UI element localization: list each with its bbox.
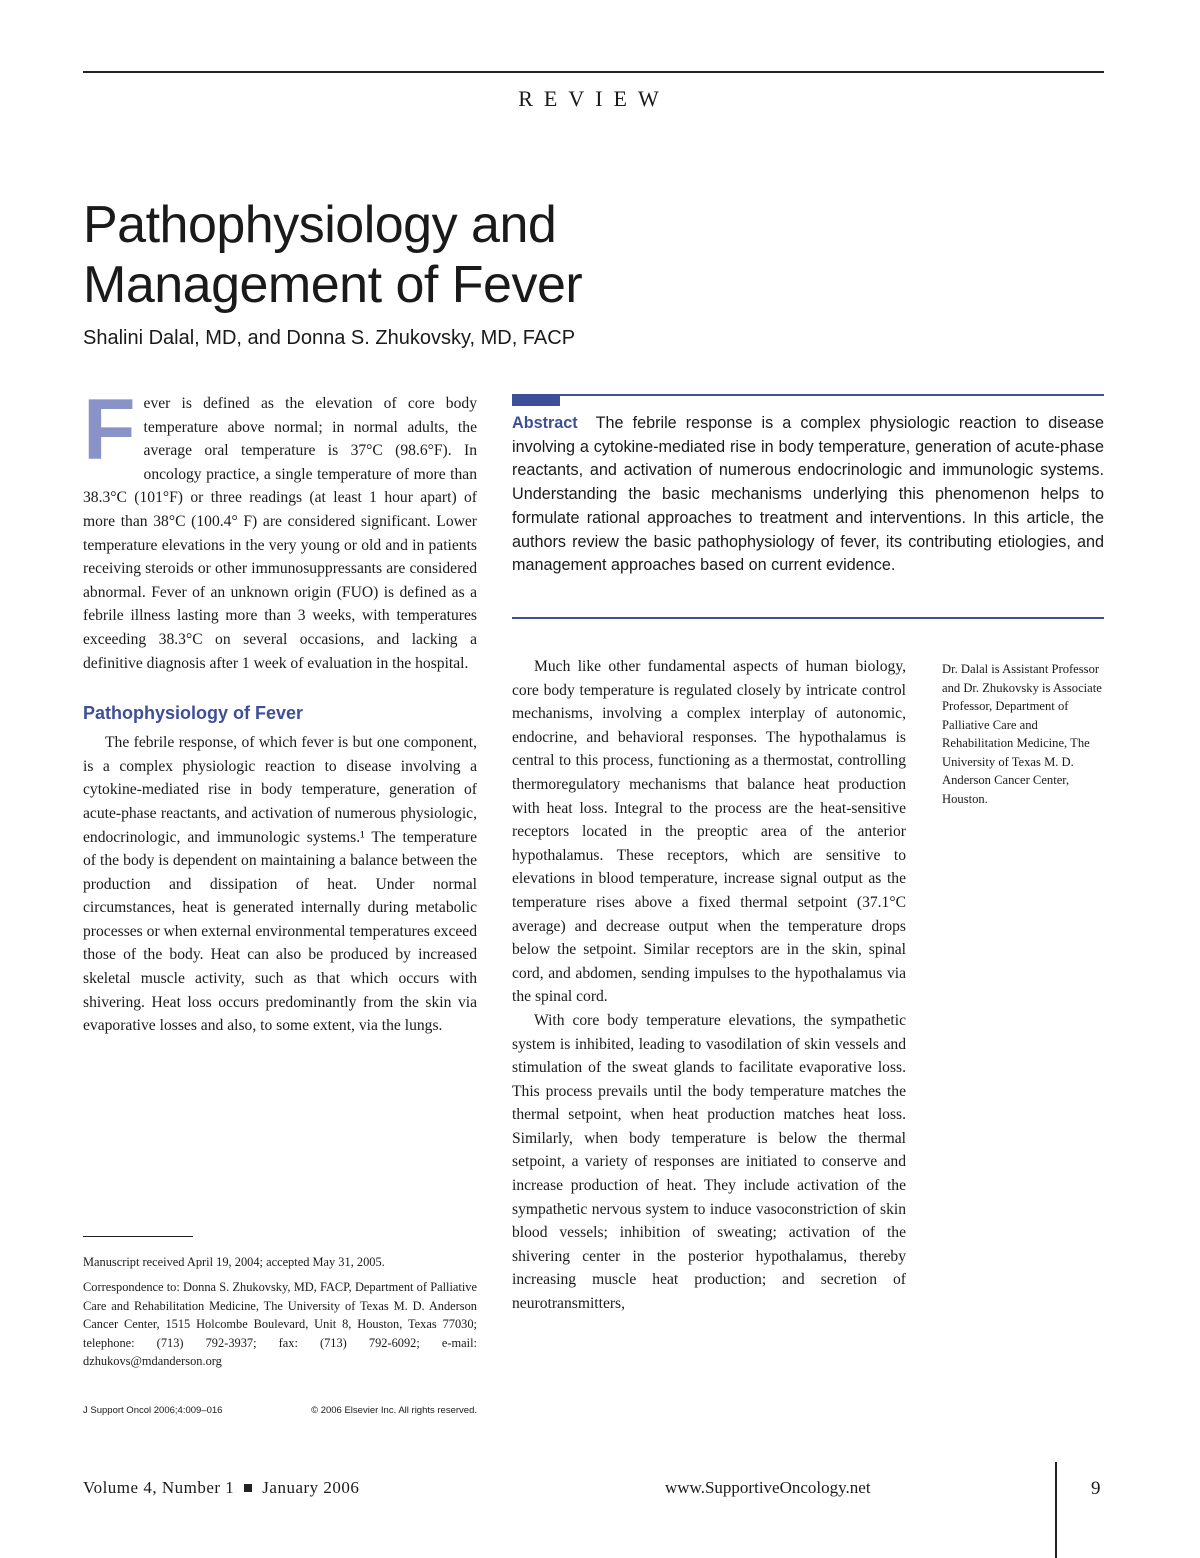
journal-url[interactable]: www.SupportiveOncology.net bbox=[665, 1478, 871, 1497]
issue-date: January 2006 bbox=[262, 1478, 360, 1497]
copyright-notice: © 2006 Elsevier Inc. All rights reserved. bbox=[311, 1405, 477, 1416]
middle-column bbox=[512, 655, 906, 1316]
section-label: REVIEW bbox=[518, 86, 670, 111]
abstract-rule-bottom bbox=[512, 617, 1104, 619]
body-paragraph: The febrile response, of which fever is but one component, is a complex physiologic reaction to disease involving a cytokine-mediated rise in body temperature, generation of acute-phase reactants, and activation of numerous physiologic, endocrinologic, and immunologic systems.¹ The temperature of the body is dependent on maintaining a balance between the production and dissipation of heat. Under normal circumstances, heat is generated internally during metabolic processes or when external environmental temperatures exceed those of the body. Heat can also be produced by increased skeletal muscle activity, such as that which occurs with shivering. Heat loss occurs predominantly from the skin via evaporative losses and also, to some extent, via the lungs. bbox=[83, 734, 478, 1035]
author-affiliation-note: Dr. Dalal is Assistant Professor and Dr. Zhukovsky is Associate Professor, Department of Palliative Care and Rehabilitation Medicine, The University of Texas M. D. Anderson Cancer Center, Houston. bbox=[942, 662, 1102, 806]
authors: Shalini Dalal, MD, and Donna S. Zhukovsky, MD, FACP bbox=[83, 327, 576, 349]
body-paragraph: With core body temperature elevations, the sympathetic system is inhibited, leading to vasodilation of skin vessels and stimulation of the sweat glands to facilitate evaporative loss. This process prevails until the body temperature matches the thermal setpoint, when heat production matches heat loss. Similarly, when body temperature is below the thermal setpoint, a variety of responses are initiated to conserve and increase production of heat. They include activation of the sympathetic nervous system to induce vasoconstriction of skin blood vessels; inhibition of sweating; activation of the shivering center in the posterior hypothalamus, thereby increasing muscle heat production; and secretion of neurotransmitters, bbox=[512, 1011, 906, 1313]
footnote-rule bbox=[83, 1236, 193, 1237]
footnotes bbox=[83, 1253, 477, 1377]
title-line-2: Management of Fever bbox=[83, 256, 583, 314]
section-heading: Pathophysiology of Fever bbox=[83, 703, 304, 724]
intro-text: ever is defined as the elevation of core body temperature above normal; in normal adults, the average oral temperature is 37°C (98.6°F). In oncology practice, a single temperature of more than 38.3°C (101°F) or three readings (at least 1 hour apart) of more than 38°C (100.4° F) are considered significant. Lower temperature elevations in the very young or old and in patients receiving steroids or other immunosuppressants are considered abnormal. Fever of an unknown origin (FUO) is defined as a febrile illness lasting more than 3 weeks, with temperatures exceeding 38.3°C on several occasions, and lacking a definitive diagnosis after 1 week of evaluation in the hospital. bbox=[83, 395, 477, 672]
intro-paragraph bbox=[83, 382, 477, 675]
drop-cap: F bbox=[83, 382, 136, 478]
citation-row bbox=[83, 1405, 477, 1416]
left-column bbox=[83, 382, 478, 1038]
abstract-text: The febrile response is a complex physiologic reaction to disease involving a cytokine-mediated rise in body temperature, generation of acute-phase reactants, and activation of numerous endocrinologic and immunologic systems. Understanding the basic mechanisms underlying this phenomenon helps to formulate rational approaches to treatment and interventions. In this article, the authors review the basic pathophysiology of fever, its contributing etiologies, and management approaches based on current evidence. bbox=[512, 414, 1105, 575]
title-line-1: Pathophysiology and bbox=[83, 196, 557, 254]
abstract-rule-top bbox=[512, 394, 1104, 396]
manuscript-dates: Manuscript received April 19, 2004; accepted May 31, 2005. bbox=[83, 1255, 385, 1269]
volume-number: Volume 4, Number 1 bbox=[83, 1478, 235, 1497]
square-bullet-icon bbox=[244, 1484, 252, 1492]
top-rule bbox=[83, 71, 1104, 73]
abstract-marker bbox=[512, 396, 560, 406]
article-title bbox=[83, 195, 582, 315]
correspondence-note: Correspondence to: Donna S. Zhukovsky, MD, FACP, Department of Palliative Care and Rehabilitation Medicine, The University of Texas M. D. Anderson Cancer Center, 1515 Holcombe Boulevard, Unit 8, Houston, Texas 77030; telephone: (713) 792-3937; fax: (713) 792-6092; e-mail: dzhukovs@mdanderson.org bbox=[83, 1280, 477, 1369]
body-paragraph: Much like other fundamental aspects of human biology, core body temperature is regulated closely by intricate control mechanisms, involving a complex interplay of autonomic, endocrine, and behavioral responses. The hypothalamus is central to this process, functioning as a thermostat, controlling thermoregulatory mechanisms that balance heat production with heat loss. Integral to the process are the heat-sensitive receptors located in the preoptic area of the anterior hypothalamus. These receptors, which are sensitive to elevations in blood temperature, increase signal output as the temperature rises above a fixed thermal setpoint (37.1°C average) and decrease output when the temperature drops below the setpoint. Similar receptors are in the skin, spinal cord, and abdomen, sending impulses to the hypothalamus via the spinal cord. bbox=[512, 658, 906, 1006]
abstract-label: Abstract bbox=[512, 414, 578, 432]
footer-divider bbox=[1055, 1462, 1057, 1558]
abstract-box bbox=[512, 412, 1104, 578]
issue-info bbox=[83, 1478, 359, 1498]
journal-citation: J Support Oncol 2006;4:009–016 bbox=[83, 1405, 223, 1416]
page-number: 9 bbox=[1091, 1478, 1101, 1499]
